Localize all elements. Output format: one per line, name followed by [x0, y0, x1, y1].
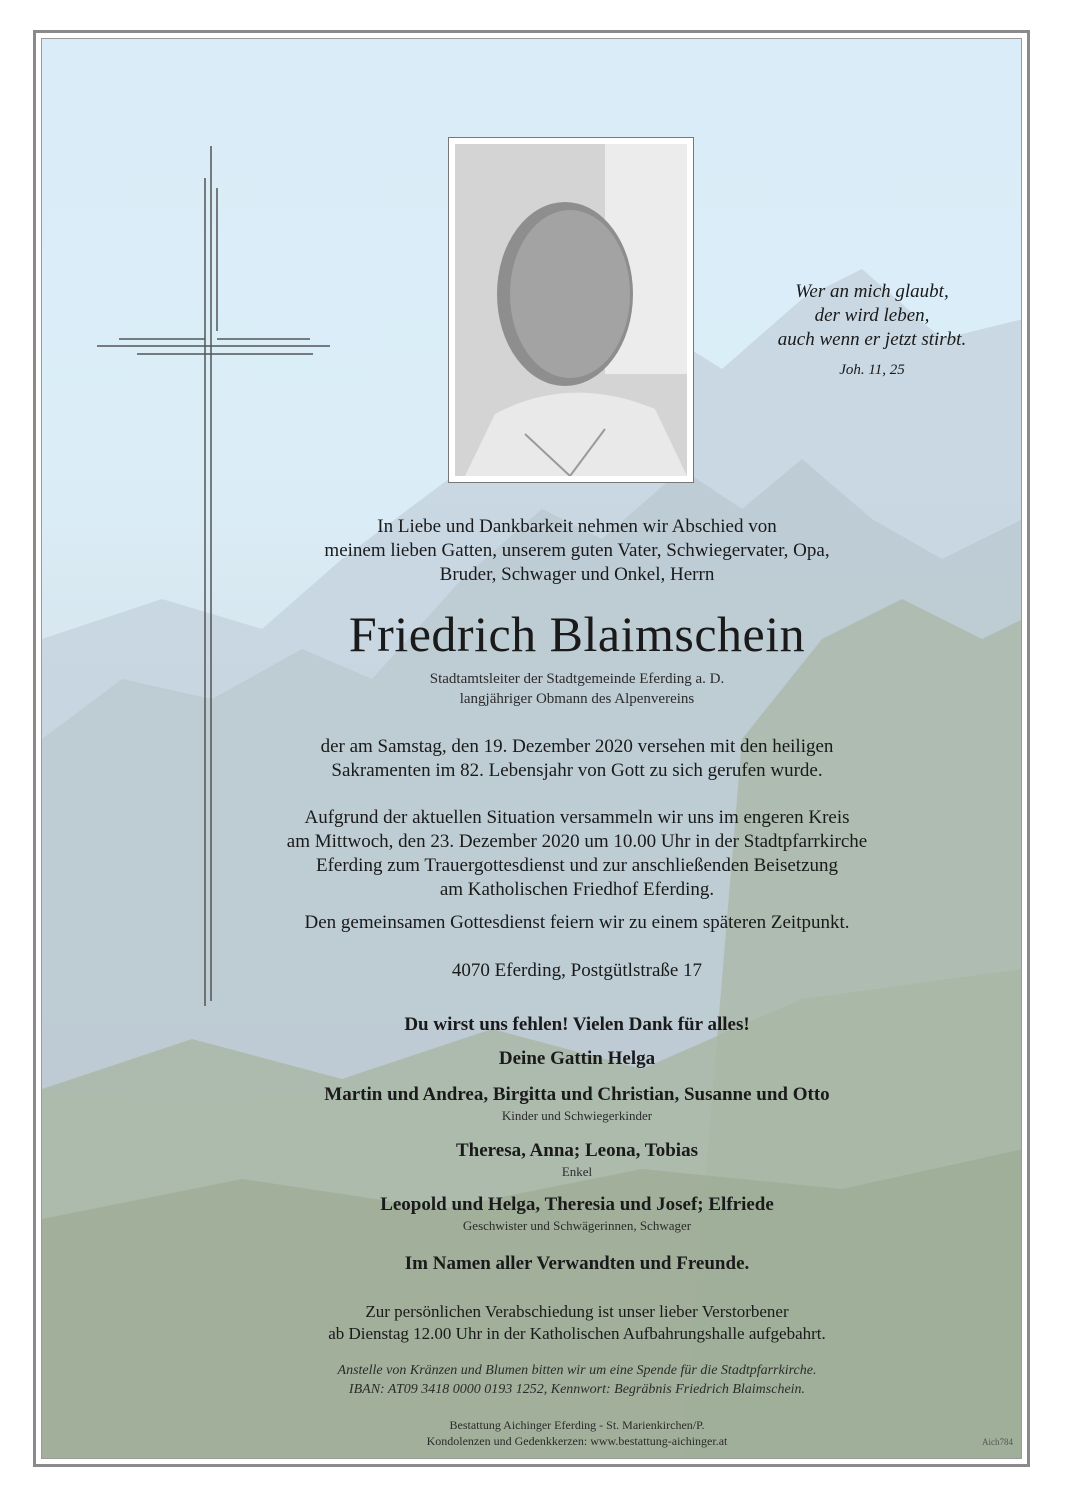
- intro-line: meinem lieben Gatten, unserem guten Vater, Schwiegervater, Opa,: [324, 540, 830, 561]
- donation-line: IBAN: AT09 3418 0000 0193 1252, Kennwort: Begräbnis Friedrich Blaimschein.: [348, 1382, 806, 1397]
- footer-line: Kondolenzen und Gedenkkerzen: www.bestattung-aichinger.at: [426, 1434, 728, 1448]
- deceased-title: langjähriger Obmann des Alpenvereins: [459, 691, 695, 707]
- address: 4070 Eferding, Postgütlstraße 17: [451, 960, 703, 981]
- funeral-line: am Katholischen Friedhof Eferding.: [439, 879, 715, 900]
- mourner-names: Deine Gattin Helga: [498, 1048, 656, 1069]
- funeral-line: am Mittwoch, den 23. Dezember 2020 um 10.00 Uhr in der Stadtpfarrkirche: [286, 831, 868, 852]
- footer-line: Bestattung Aichinger Eferding - St. Marienkirchen/P.: [449, 1418, 705, 1432]
- viewing-line: ab Dienstag 12.00 Uhr in der Katholischen Aufbahrungshalle aufgebahrt.: [328, 1324, 826, 1343]
- intro-line: In Liebe und Dankbarkeit nehmen wir Abschied von: [377, 516, 777, 537]
- death-notice-line: Sakramenten im 82. Lebensjahr von Gott zu sich gerufen wurde.: [331, 760, 823, 781]
- verse-reference: Joh. 11, 25: [839, 362, 905, 378]
- portrait-image: [455, 144, 687, 476]
- intro-text: [172, 515, 982, 587]
- page-content: [41, 38, 1022, 1459]
- portrait-photo: [448, 137, 694, 483]
- death-notice-line: der am Samstag, den 19. Dezember 2020 versehen mit den heiligen: [320, 736, 834, 757]
- mourner-relation: Geschwister und Schwägerinnen, Schwager: [462, 1218, 692, 1233]
- mourner-relation: Enkel: [561, 1164, 593, 1179]
- mourner-names: Theresa, Anna; Leona, Tobias: [456, 1140, 698, 1161]
- farewell: Du wirst uns fehlen! Vielen Dank für alles!: [404, 1014, 750, 1035]
- funeral-line: Eferding zum Trauergottesdienst und zur anschließenden Beisetzung: [315, 855, 839, 876]
- funeral-line: Aufgrund der aktuellen Situation versammeln wir uns im engeren Kreis: [304, 807, 850, 828]
- bible-verse: [732, 280, 1012, 382]
- verse-line: auch wenn er jetzt stirbt.: [777, 329, 967, 350]
- document-code: Aich784: [982, 1437, 1013, 1447]
- mourner-names: Leopold und Helga, Theresia und Josef; Elfriede: [380, 1194, 774, 1215]
- intro-line: Bruder, Schwager und Onkel, Herrn: [439, 564, 715, 585]
- viewing-line: Zur persönlichen Verabschiedung ist unser lieber Verstorbener: [365, 1302, 789, 1321]
- verse-line: der wird leben,: [814, 305, 930, 326]
- closing-line: Im Namen aller Verwandten und Freunde.: [404, 1253, 750, 1274]
- donation-line: Anstelle von Kränzen und Blumen bitten wir um eine Spende für die Stadtpfarrkirche.: [337, 1363, 817, 1378]
- deceased-name: Friedrich Blaimschein: [348, 606, 806, 662]
- later-service: Den gemeinsamen Gottesdienst feiern wir zu einem späteren Zeitpunkt.: [304, 912, 850, 933]
- mourner-relation: Kinder und Schwiegerkinder: [501, 1108, 653, 1123]
- deceased-title: Stadtamtsleiter der Stadtgemeinde Eferding a. D.: [429, 671, 725, 687]
- verse-line: Wer an mich glaubt,: [795, 281, 949, 302]
- mourner-names: Martin und Andrea, Birgitta und Christian, Susanne und Otto: [324, 1084, 830, 1105]
